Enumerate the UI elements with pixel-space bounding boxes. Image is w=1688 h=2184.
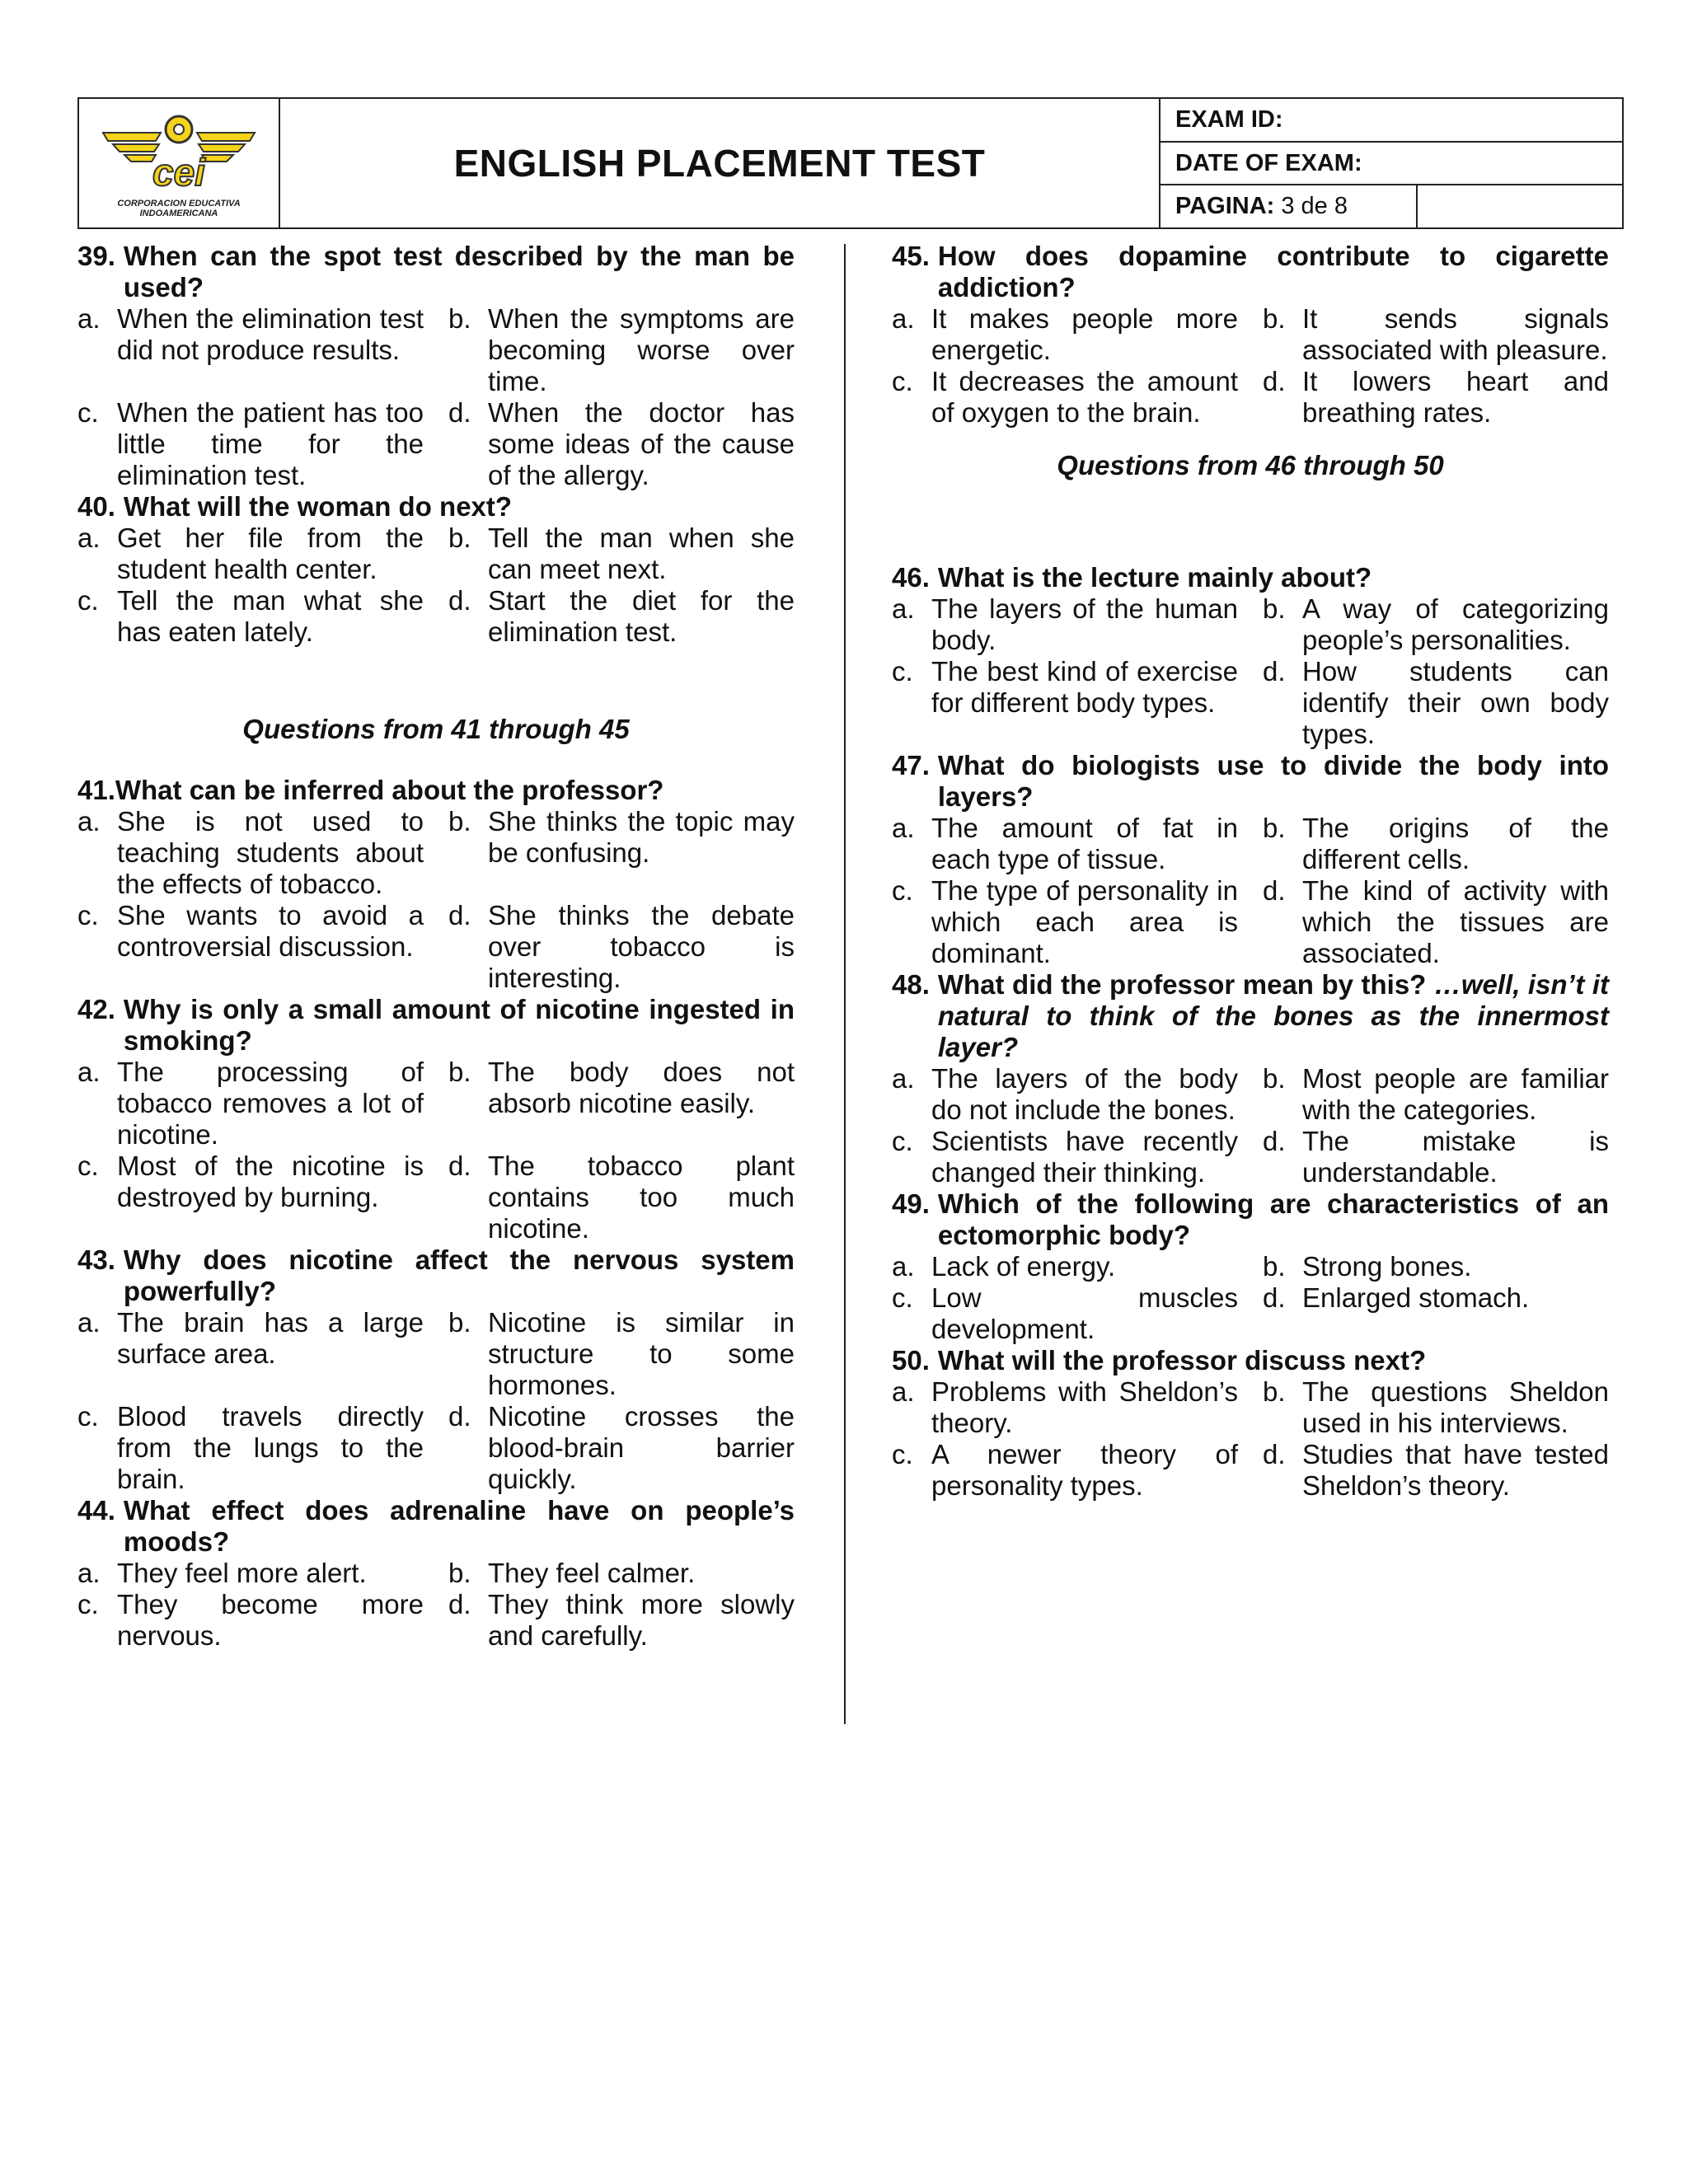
option-c[interactable]: c. They become more nervous. bbox=[77, 1589, 424, 1651]
option-a[interactable]: a. The processing of tobacco removes a lot of nicotine. bbox=[77, 1057, 424, 1150]
option-a[interactable]: a. They feel more alert. bbox=[77, 1558, 367, 1588]
page-label: PAGINA: bbox=[1175, 193, 1275, 220]
question-43 bbox=[77, 1244, 795, 1495]
option-a[interactable]: a. The layers of the human body. bbox=[892, 593, 1238, 655]
question-text: What will the professor discuss next? bbox=[937, 1345, 1427, 1376]
question-number: 41. bbox=[77, 775, 115, 805]
question-text: How does dopamine contribute to cigarette addiction? bbox=[937, 241, 1609, 302]
question-text: What can be inferred about the professor? bbox=[115, 775, 664, 805]
question-45 bbox=[892, 241, 1609, 429]
question-text: What is the lecture mainly about? bbox=[937, 562, 1372, 593]
question-text: What do biologists use to divide the body into layers? bbox=[937, 750, 1609, 812]
question-40 bbox=[77, 491, 795, 648]
left-column bbox=[77, 241, 795, 1652]
section-title-46-50: Questions from 46 through 50 bbox=[1057, 450, 1444, 480]
section-title-41-45: Questions from 41 through 45 bbox=[242, 714, 630, 744]
option-c[interactable]: c. The best kind of exercise for different body types. bbox=[892, 656, 1238, 718]
option-c[interactable]: c. It decreases the amount of oxygen to the brain. bbox=[892, 366, 1238, 428]
logo-text: cei bbox=[152, 151, 205, 194]
question-41 bbox=[77, 775, 795, 994]
option-c[interactable]: c. Blood travels directly from the lungs to the brain. bbox=[77, 1401, 424, 1494]
exam-id-label: EXAM ID: bbox=[1175, 105, 1283, 133]
question-number: 49. bbox=[892, 1188, 930, 1219]
option-d[interactable]: d. Start the diet for the elimination test. bbox=[448, 585, 795, 647]
question-number: 43. bbox=[77, 1244, 115, 1275]
option-c[interactable]: c. Tell the man what she has eaten lately. bbox=[77, 585, 424, 647]
option-b[interactable]: b. Nicotine is similar in structure to some hormones. bbox=[448, 1307, 795, 1400]
option-a[interactable]: a. Lack of energy. bbox=[892, 1251, 1116, 1282]
option-b[interactable]: b. When the symptoms are becoming worse over time. bbox=[448, 303, 795, 396]
option-d[interactable]: d. She thinks the debate over tobacco is interesting. bbox=[448, 900, 795, 993]
question-44 bbox=[77, 1495, 795, 1652]
question-50 bbox=[892, 1345, 1609, 1502]
option-c[interactable]: c. Most of the nicotine is destroyed by burning. bbox=[77, 1151, 424, 1212]
option-d[interactable]: d. How students can identify their own body types. bbox=[1263, 656, 1609, 749]
question-text: Which of the following are characteristics of an ectomorphic body? bbox=[937, 1188, 1609, 1250]
cei-wings-logo-icon bbox=[96, 108, 261, 199]
option-c[interactable]: c. The type of personality in which each area is dominant. bbox=[892, 875, 1238, 968]
option-b[interactable]: b. Strong bones. bbox=[1263, 1251, 1472, 1282]
question-number: 47. bbox=[892, 750, 930, 780]
option-b[interactable]: b. The questions Sheldon used in his interviews. bbox=[1263, 1376, 1609, 1438]
date-of-exam-label: DATE OF EXAM: bbox=[1175, 149, 1362, 176]
page-title: ENGLISH PLACEMENT TEST bbox=[453, 142, 986, 185]
option-d[interactable]: d. Studies that have tested Sheldon’s theory. bbox=[1263, 1439, 1609, 1501]
exam-header bbox=[77, 97, 1624, 229]
option-a[interactable]: a. Problems with Sheldon’s theory. bbox=[892, 1376, 1238, 1438]
option-c[interactable]: c. A newer theory of personality types. bbox=[892, 1439, 1238, 1501]
option-a[interactable]: a. When the elimination test did not produce results. bbox=[77, 303, 424, 365]
option-c[interactable]: c. Low muscles development. bbox=[892, 1282, 1238, 1344]
option-c[interactable]: c. She wants to avoid a controversial discussion. bbox=[77, 900, 424, 962]
option-d[interactable]: d. The kind of activity with which the tissues are associated. bbox=[1263, 875, 1609, 968]
option-a[interactable]: a. The amount of fat in each type of tissue. bbox=[892, 813, 1238, 874]
option-b[interactable]: b. She thinks the topic may be confusing. bbox=[448, 806, 795, 868]
option-c[interactable]: c. Scientists have recently changed their thinking. bbox=[892, 1126, 1238, 1188]
question-number: 45. bbox=[892, 241, 930, 271]
question-text: What did the professor mean by this? bbox=[937, 969, 1427, 1000]
question-text: When can the spot test described by the man be used? bbox=[123, 241, 795, 302]
question-number: 42. bbox=[77, 994, 115, 1024]
question-47 bbox=[892, 750, 1609, 969]
option-a[interactable]: a. Get her file from the student health center. bbox=[77, 523, 424, 584]
question-49 bbox=[892, 1188, 1609, 1345]
option-d[interactable]: d. Nicotine crosses the blood-brain barrier quickly. bbox=[448, 1401, 795, 1494]
question-text: What effect does adrenaline have on people’s moods? bbox=[123, 1495, 795, 1557]
logo-caption-2: INDOAMERICANA bbox=[139, 209, 218, 218]
option-b[interactable]: b. The body does not absorb nicotine easily. bbox=[448, 1057, 795, 1118]
option-d[interactable]: d. The mistake is understandable. bbox=[1263, 1126, 1609, 1188]
option-b[interactable]: b. Tell the man when she can meet next. bbox=[448, 523, 795, 584]
question-number: 44. bbox=[77, 1495, 115, 1526]
option-a[interactable]: a. She is not used to teaching students about the effects of tobacco. bbox=[77, 806, 424, 899]
option-c[interactable]: c. When the patient has too little time for the elimination test. bbox=[77, 397, 424, 490]
exam-meta bbox=[1160, 99, 1622, 227]
question-number: 46. bbox=[892, 562, 930, 593]
option-d[interactable]: d. It lowers heart and breathing rates. bbox=[1263, 366, 1609, 428]
question-text: Why does nicotine affect the nervous system powerfully? bbox=[123, 1244, 795, 1306]
option-b[interactable]: b. They feel calmer. bbox=[448, 1558, 696, 1588]
option-d[interactable]: d. When the doctor has some ideas of the cause of the allergy. bbox=[448, 397, 795, 490]
option-a[interactable]: a. The brain has a large surface area. bbox=[77, 1307, 424, 1369]
option-a[interactable]: a. The layers of the body do not include the bones. bbox=[892, 1063, 1238, 1125]
option-b[interactable]: b. It sends signals associated with pleasure. bbox=[1263, 303, 1609, 365]
right-column bbox=[892, 241, 1609, 1502]
option-d[interactable]: d. Enlarged stomach. bbox=[1263, 1282, 1530, 1313]
question-text: Why is only a small amount of nicotine ingested in smoking? bbox=[123, 994, 795, 1056]
question-39 bbox=[77, 241, 795, 491]
question-quote: …well, isn’t it natural to think of the bones as the innermost layer? bbox=[937, 969, 1609, 1062]
question-number: 50. bbox=[892, 1345, 930, 1376]
page-number: 3 de 8 bbox=[1281, 193, 1348, 220]
option-d[interactable]: d. They think more slowly and carefully. bbox=[448, 1589, 795, 1651]
option-b[interactable]: b. A way of categorizing people’s personalities. bbox=[1263, 593, 1609, 655]
question-number: 40. bbox=[77, 491, 115, 522]
option-a[interactable]: a. It makes people more energetic. bbox=[892, 303, 1238, 365]
logo bbox=[79, 99, 280, 227]
option-b[interactable]: b. Most people are familiar with the categories. bbox=[1263, 1063, 1609, 1125]
logo-caption-1: CORPORACION EDUCATIVA bbox=[117, 199, 241, 209]
option-b[interactable]: b. The origins of the different cells. bbox=[1263, 813, 1609, 874]
question-number: 48. bbox=[892, 969, 930, 1000]
question-42 bbox=[77, 994, 795, 1244]
question-48 bbox=[892, 969, 1609, 1188]
question-46 bbox=[892, 562, 1609, 750]
column-divider bbox=[844, 244, 846, 1724]
option-d[interactable]: d. The tobacco plant contains too much nicotine. bbox=[448, 1151, 795, 1244]
question-text: What will the woman do next? bbox=[123, 491, 513, 522]
question-number: 39. bbox=[77, 241, 115, 271]
